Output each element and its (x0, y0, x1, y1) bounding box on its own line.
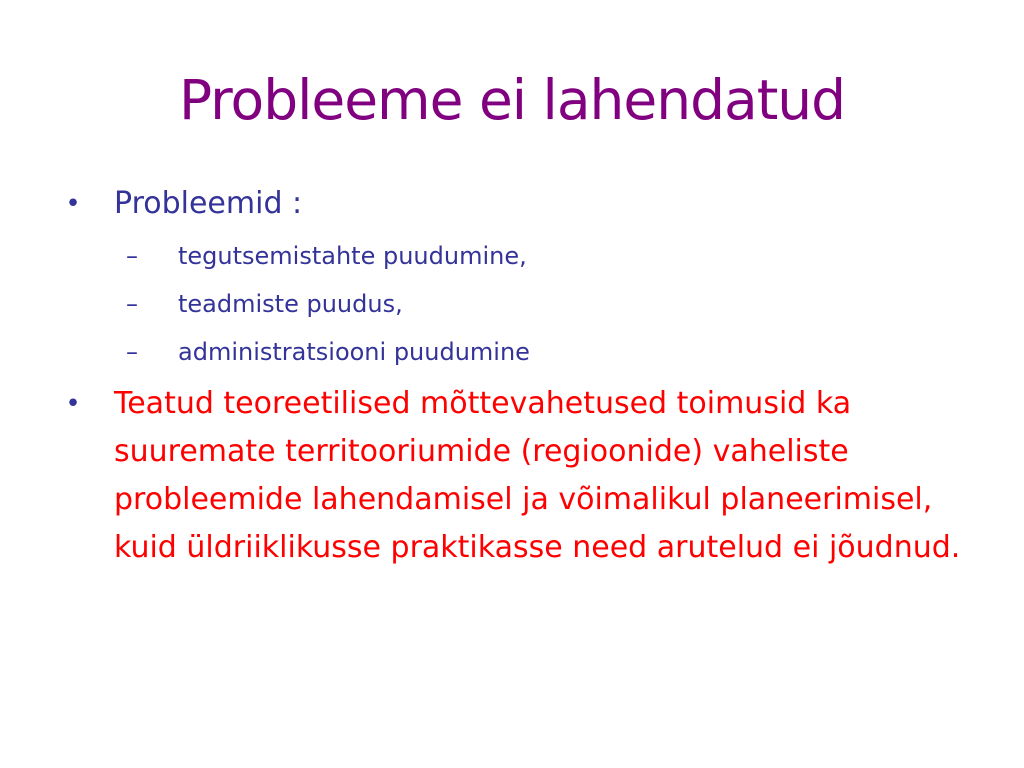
dash-marker: – (126, 338, 138, 366)
sub-list (114, 232, 988, 376)
sub-item-text: teadmiste puudus, (178, 290, 403, 318)
sub-item (114, 232, 988, 280)
slide-title: Probleeme ei lahendatud (178, 68, 846, 132)
sub-item-text: tegutsemistahte puudumine, (178, 242, 527, 270)
bullet-text: Probleemid : (114, 186, 303, 221)
bullet-marker: • (65, 389, 81, 419)
bullet-text: Teatud teoreetilised mõttevahetused toimusid ka suuremate territooriumide (regioonide) vaheliste probleemide lahendamisel ja võimalikul planeerimisel, kuid üldriiklikusse praktikasse need arutelud ei jõudnud. (114, 386, 961, 565)
dash-marker: – (126, 242, 138, 270)
sub-item (114, 280, 988, 328)
bullet-discussions (58, 380, 988, 572)
bullet-problems (58, 180, 988, 228)
sub-item (114, 328, 988, 376)
sub-item-text: administratsiooni puudumine (178, 338, 530, 366)
bullet-marker: • (65, 189, 81, 219)
slide-content (58, 180, 988, 572)
dash-marker: – (126, 290, 138, 318)
